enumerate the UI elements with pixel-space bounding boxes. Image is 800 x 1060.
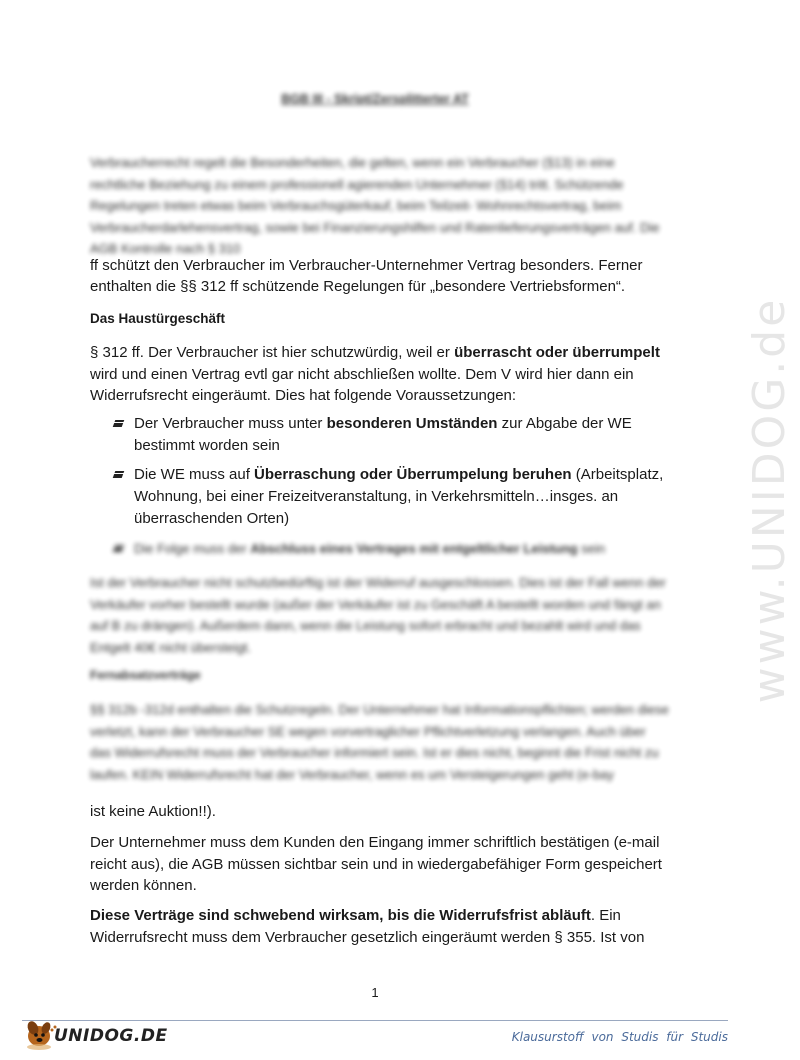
paragraph-unternehmer: Der Unternehmer muss dem Kunden den Eingang immer schriftlich bestätigen (e-mail reicht aus), die AGB müssen sichtbar sein und in wiedergabefähiger Form gespeichert werden können. — [90, 834, 662, 894]
document-title: BGB III - Skript/Zersplitterter AT — [281, 92, 469, 106]
bullet-icon — [113, 471, 125, 478]
intro-line-1: ff schützt den Verbraucher im Verbraucher-Unternehmer Vertrag besonders. Ferner — [90, 257, 643, 274]
bullet-1-bold: besonderen Umständen — [326, 415, 498, 432]
list-item — [112, 413, 682, 457]
footer-tagline: Klausurstoff von Studis für Studis — [511, 1030, 728, 1044]
bullet-2-text-a: Die WE muss auf — [134, 466, 255, 483]
list-item — [112, 464, 682, 530]
requirements-list-3 — [112, 538, 682, 560]
bullet-3-text-b: sein — [577, 541, 606, 556]
ebay-line: ist keine Auktion!!). — [90, 803, 216, 820]
bullet-3-bold: Abschluss eines Vertrages mit entgeltlicher Leistung — [250, 541, 578, 556]
bullet-2-text-b: (Arbeitsplatz, Wohnung, bei einer Freizeitveranstaltung, in Verkehrsmitteln…insges. an überraschenden Orten) — [134, 466, 664, 527]
heading-haustuergeschaeft: Das Haustürgeschäft — [90, 311, 226, 326]
bullet-2-bold: Überraschung oder Überrumpelung beruhen — [254, 466, 572, 483]
paragraph-312 — [90, 342, 670, 407]
bullet-1-text-b: zur Abgabe der WE bestimmt worden sein — [134, 415, 632, 454]
page-number: 1 — [371, 985, 379, 1000]
watermark: www.UNIDOG.de — [744, 296, 795, 704]
paragraph-schwebend-rest: . Ein Widerrufsrecht muss dem Verbraucher gesetzlich eingeräumt werden § 355. Ist von — [90, 907, 645, 946]
list-item — [112, 538, 682, 560]
blurred-paragraph-3: §§ 312b -312d enthalten die Schutzregeln. Der Unternehmer hat Informationspflichten; werden diese verletzt, kann der Verbraucher SE wegen vorvertraglicher Pflichtverletzung verlangen. Auch über das Widerrufsrecht muss der Verbraucher informiert sein. Ist er dies nicht, beginnt die Frist nicht zu laufen. KEIN Widerrufsrecht hat der Verbraucher, wenn es um Versteigerungen geht (e-bay — [90, 702, 669, 782]
heading-fernabsatzvertraege: Fernabsatzverträge — [90, 668, 201, 682]
paragraph-312-text-a: § 312 ff. Der Verbraucher ist hier schutzwürdig, weil er — [90, 344, 455, 361]
intro-line-2: enthalten die §§ 312 ff schützende Regelungen für „besondere Vertriebsformen“. — [90, 278, 626, 295]
bullet-1-text-a: Der Verbraucher muss unter — [134, 415, 327, 432]
paragraph-schwebend — [90, 905, 670, 948]
bullet-icon — [113, 545, 125, 552]
logo-text: UNIDOG.DE — [54, 1026, 168, 1046]
paragraph-312-text-b: wird und einen Vertrag evtl gar nicht abschließen wollte. Dem V wird hier dann ein Widerrufsrecht eingeräumt. Dies hat folgende Voraussetzungen: — [90, 365, 634, 404]
bullet-icon — [113, 420, 125, 427]
paragraph-schwebend-bold: Diese Verträge sind schwebend wirksam, bis die Widerrufsfrist abläuft — [90, 907, 591, 924]
requirements-list — [112, 413, 682, 457]
blurred-paragraph-2: Ist der Verbraucher nicht schutzbedürftig ist der Widerruf ausgeschlossen. Dies ist der Fall wenn der Verkäufer vorher bestellt wurde (außer der Verkäufer ist zu Geschäft A bestellt worden und fängt an auf B zu drängen). Außerdem dann, wenn die Leistung sofort erbracht und bezahlt wird und das Entgelt 40€ nicht übersteigt. — [90, 575, 666, 655]
paragraph-312-bold: überrascht oder überrumpelt — [454, 344, 660, 361]
intro-blurred-text: Verbraucherrecht regelt die Besonderheiten, die gelten, wenn ein Verbraucher (§13) in eine rechtliche Beziehung zu einem professionell agierenden Unternehmer (§14) tritt. Schützende Regelungen treten etwas beim Verbrauchsgüterkauf, beim Teilzeit- Wohnrechtsvertrag, beim Verbraucherdarlehensvertrag, sowie bei Finanzierungshilfen und Ratenlieferungsverträgen auf. Die AGB Kontrolle nach § 310 — [90, 155, 660, 256]
requirements-list-2 — [112, 464, 682, 530]
bullet-3-text-a: Die Folge muss der — [134, 541, 251, 556]
